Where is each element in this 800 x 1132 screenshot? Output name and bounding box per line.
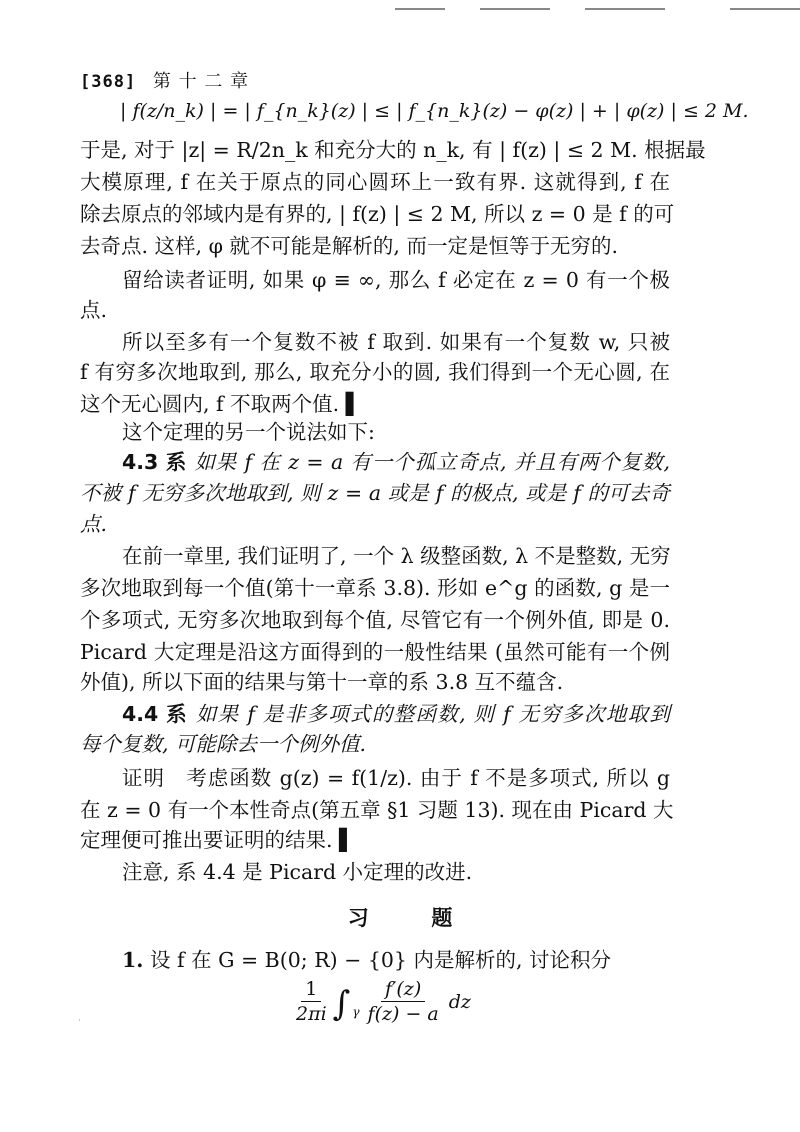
corollary-text: 如果 f 是非多项式的整函数, 则 f 无穷多次地取到 <box>195 702 670 726</box>
corollary-4-4 <box>122 700 670 728</box>
text-line: f 有穷多次地取到, 那么, 取充分小的圆, 我们得到一个无心圆, 在 <box>80 360 670 384</box>
integral-contour: γ <box>352 1004 360 1019</box>
scan-speck: · <box>78 1016 81 1026</box>
text-line: 大模原理, f 在关于原点的同心圆环上一致有界. 这就得到, f 在 <box>80 170 670 194</box>
page-header <box>80 67 249 93</box>
text-line: 点. <box>80 298 108 322</box>
scan-artifact-line <box>730 8 800 10</box>
text-line: 证明 考虑函数 g(z) = f(1/z). 由于 f 不是多项式, 所以 g <box>122 766 670 790</box>
corollary-label: 系 <box>165 450 188 474</box>
integral-formula <box>292 978 471 1025</box>
integrand-numerator: f′(z) <box>381 978 425 1002</box>
text-line: 在前一章里, 我们证明了, 一个 λ 级整函数, λ 不是整数, 无穷 <box>122 544 671 568</box>
text-line: 每个复数, 可能除去一个例外值. <box>80 732 367 756</box>
scan-artifact-line <box>585 8 665 10</box>
text-line: 外值), 所以下面的结果与第十一章的系 3.8 互不蕴含. <box>80 670 564 694</box>
coefficient-fraction <box>296 978 327 1025</box>
corollary-4-3 <box>122 448 670 476</box>
exercises-heading-char: 题 <box>431 905 453 930</box>
text-line: 点. <box>80 512 108 536</box>
corollary-number: 4.4 <box>122 702 159 726</box>
text-line: 所以至多有一个复数不被 f 取到. 如果有一个复数 w, 只被 <box>122 330 670 354</box>
corollary-number: 4.3 <box>122 450 159 474</box>
equation-bound: | f(z/n_k) | = | f_{n_k}(z) | ≤ | f_{n_k}(z) − φ(z) | + | φ(z) | ≤ 2 M. <box>120 100 749 122</box>
text-line: 这个定理的另一个说法如下: <box>122 420 375 444</box>
chapter-title: 第 十 二 章 <box>152 71 250 92</box>
text-line: 多次地取到每一个值(第十一章系 3.8). 形如 e^g 的函数, g 是一 <box>80 576 670 600</box>
exercises-heading-char: 习 <box>347 905 369 930</box>
text-line: 去奇点. 这样, φ 就不可能是解析的, 而一定是恒等于无穷的. <box>80 234 618 258</box>
corollary-text: 如果 f 在 z = a 有一个孤立奇点, 并且有两个复数, <box>194 450 670 474</box>
exercise-1 <box>122 946 670 974</box>
coefficient-denominator: 2πi <box>296 1003 327 1025</box>
page-number: [368] <box>80 72 137 92</box>
text-line: 在 z = 0 有一个本性奇点(第五章 §1 习题 13). 现在由 Picard 大 <box>80 798 674 822</box>
corollary-label: 系 <box>166 702 188 726</box>
text-line: 定理便可推出要证明的结果. ▌ <box>80 828 355 852</box>
integral-sign: ∫ <box>332 983 351 1024</box>
integrand-fraction <box>368 978 439 1025</box>
text-line: 留给读者证明, 如果 φ ≡ ∞, 那么 f 必定在 z = 0 有一个极 <box>122 268 670 292</box>
exercise-text: 设 f 在 G = B(0; R) − {0} 内是解析的, 讨论积分 <box>149 948 612 972</box>
coefficient-numerator: 1 <box>301 978 321 1002</box>
text-line: Picard 大定理是沿这方面得到的一般性结果 (虽然可能有一个例 <box>80 640 670 664</box>
text-line: 除去原点的邻域内是有界的, | f(z) | ≤ 2 M, 所以 z = 0 是 f 的可 <box>80 202 675 226</box>
text-line: 于是, 对于 |z| = R/2n_k 和充分大的 n_k, 有 | f(z) | ≤ 2 M. 根据最 <box>80 138 706 162</box>
exercise-number: 1. <box>122 948 144 972</box>
scan-artifact-line <box>480 8 550 10</box>
differential: dz <box>448 990 471 1013</box>
text-line: 不被 f 无穷多次地取到, 则 z = a 或是 f 的极点, 或是 f 的可去奇 <box>80 481 670 505</box>
text-line: 个多项式, 无穷多次地取到每个值, 尽管它有一个例外值, 即是 0. <box>80 608 670 632</box>
exercises-heading <box>0 902 800 932</box>
scan-artifact-line <box>395 8 445 10</box>
text-line: 注意, 系 4.4 是 Picard 小定理的改进. <box>122 860 473 884</box>
integrand-denominator: f(z) − a <box>367 1003 439 1025</box>
text-line: 这个无心圆内, f 不取两个值. ▌ <box>80 392 362 416</box>
